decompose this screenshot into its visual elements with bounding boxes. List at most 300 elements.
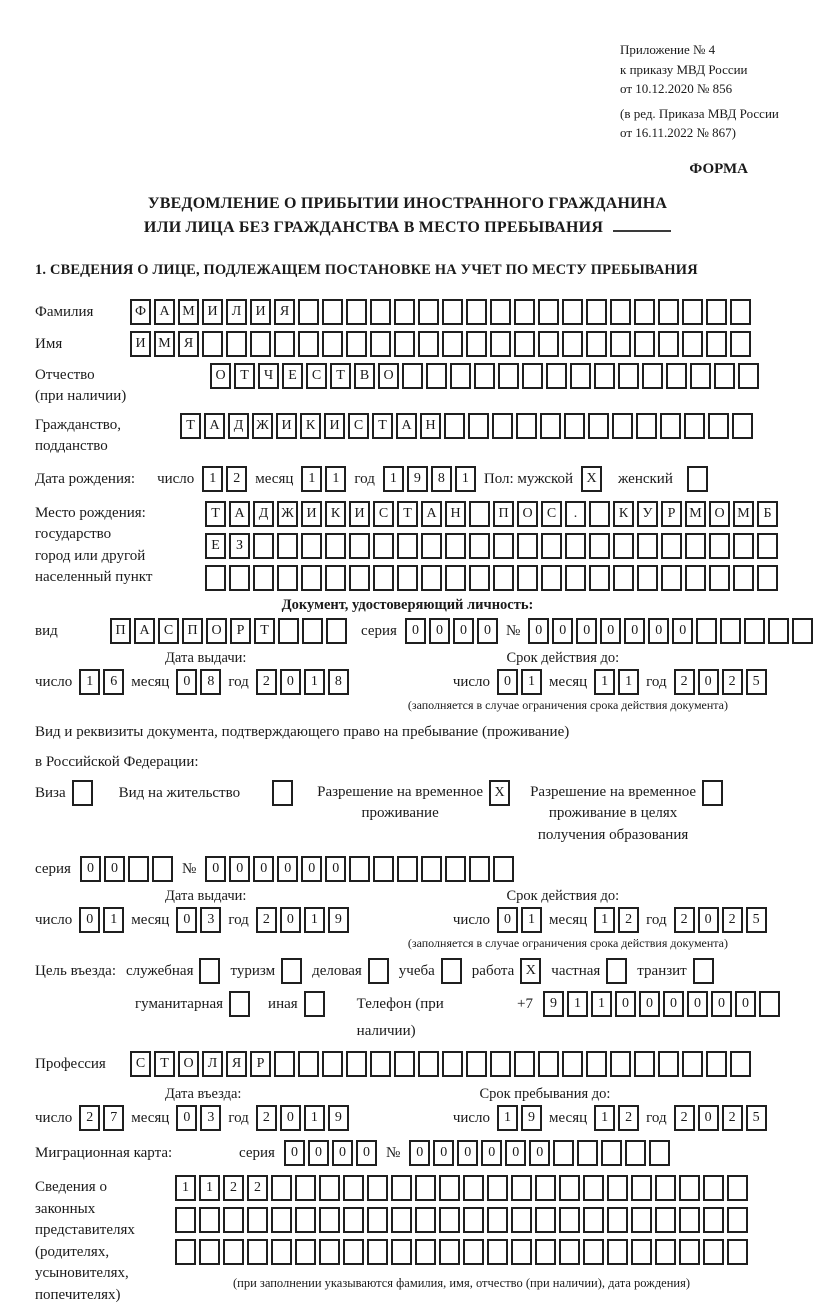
migration-card-series-boxes xyxy=(284,1140,377,1166)
char-cell: 0 xyxy=(280,669,301,695)
purpose-option-business: деловая xyxy=(312,958,389,985)
char-cell: С xyxy=(541,501,562,527)
char-cell: Т xyxy=(254,618,275,644)
birth-place-label-line: государство xyxy=(35,524,205,546)
char-cell xyxy=(637,565,658,591)
profession-row xyxy=(35,1051,780,1078)
char-cell xyxy=(442,1051,463,1077)
representatives-label-line: Сведения о xyxy=(35,1177,175,1199)
char-cell: 1 xyxy=(618,669,639,695)
char-cell xyxy=(319,1239,340,1265)
surname-label: Фамилия xyxy=(35,299,130,326)
profession-boxes xyxy=(130,1051,751,1077)
birth-place-label-line: Место рождения: xyxy=(35,503,205,525)
surname-row xyxy=(35,299,780,326)
char-cell xyxy=(253,533,274,559)
char-cell: Б xyxy=(757,501,778,527)
id-doc-issue-date xyxy=(35,669,349,696)
phone-boxes xyxy=(543,991,780,1017)
char-cell: О xyxy=(178,1051,199,1077)
char-cell: 0 xyxy=(639,991,660,1017)
char-cell: 2 xyxy=(722,907,743,933)
char-cell xyxy=(466,1051,487,1077)
char-cell: 2 xyxy=(226,466,247,492)
char-cell xyxy=(637,533,658,559)
char-cell xyxy=(744,618,765,644)
migration-card-row xyxy=(35,1140,780,1167)
char-cell: 0 xyxy=(457,1140,478,1166)
char-cell xyxy=(607,1207,628,1233)
residence-doc-number-label: № xyxy=(182,856,196,883)
char-cell: П xyxy=(182,618,203,644)
day-boxes xyxy=(79,907,124,933)
business-checkbox xyxy=(368,958,389,984)
sex-male-label: Пол: мужской xyxy=(484,466,573,493)
char-cell xyxy=(601,1140,622,1166)
appendix-line: от 10.12.2020 № 856 xyxy=(620,79,820,99)
char-cell: 1 xyxy=(521,907,542,933)
char-cell xyxy=(415,1207,436,1233)
char-cell: 1 xyxy=(304,1105,325,1131)
char-cell xyxy=(511,1239,532,1265)
representatives-label-line: усыновителях, xyxy=(35,1263,175,1285)
char-cell xyxy=(658,331,679,357)
char-cell: О xyxy=(517,501,538,527)
char-cell: X xyxy=(520,958,541,984)
char-cell xyxy=(302,618,323,644)
year-label: год xyxy=(228,1105,248,1132)
char-cell xyxy=(295,1207,316,1233)
id-doc-issue-title: Дата выдачи: xyxy=(165,650,246,667)
representatives-label-line: попечителях) xyxy=(35,1285,175,1306)
char-cell xyxy=(666,363,687,389)
transit-checkbox xyxy=(693,958,714,984)
char-cell xyxy=(660,413,681,439)
char-cell xyxy=(655,1175,676,1201)
representatives-label-line: представителях xyxy=(35,1220,175,1242)
residence-doc-line1: Вид и реквизиты документа, подтверждающего право на пребывание (проживание) xyxy=(35,720,780,744)
char-cell: К xyxy=(300,413,321,439)
char-cell xyxy=(583,1239,604,1265)
char-cell: 0 xyxy=(308,1140,329,1166)
day-label: число xyxy=(35,1105,72,1132)
char-cell xyxy=(175,1207,196,1233)
patronymic-boxes xyxy=(210,363,759,389)
char-cell xyxy=(474,363,495,389)
char-cell xyxy=(490,299,511,325)
char-cell: 2 xyxy=(618,1105,639,1131)
day-label: число xyxy=(35,907,72,934)
year-boxes xyxy=(256,669,349,695)
char-cell xyxy=(562,1051,583,1077)
patronymic-label-line: Отчество xyxy=(35,365,210,387)
day-boxes xyxy=(497,1105,542,1131)
residence-doc-series-label: серия xyxy=(35,856,71,883)
char-cell xyxy=(679,1239,700,1265)
representatives-row-2 xyxy=(175,1207,748,1233)
char-cell xyxy=(247,1207,268,1233)
char-cell xyxy=(295,1239,316,1265)
year-label: год xyxy=(646,1105,666,1132)
char-cell xyxy=(682,331,703,357)
char-cell xyxy=(493,533,514,559)
char-cell xyxy=(589,565,610,591)
char-cell xyxy=(618,363,639,389)
char-cell xyxy=(271,1175,292,1201)
id-doc-valid-date xyxy=(453,669,767,696)
char-cell xyxy=(613,565,634,591)
char-cell xyxy=(586,331,607,357)
id-doc-type-boxes xyxy=(110,618,347,644)
char-cell xyxy=(607,1239,628,1265)
char-cell: И xyxy=(250,299,271,325)
char-cell xyxy=(607,1175,628,1201)
char-cell: 0 xyxy=(505,1140,526,1166)
char-cell: 0 xyxy=(481,1140,502,1166)
char-cell xyxy=(271,1239,292,1265)
char-cell xyxy=(535,1207,556,1233)
stay-until-date xyxy=(453,1105,767,1132)
char-cell xyxy=(727,1239,748,1265)
char-cell: 5 xyxy=(746,669,767,695)
purpose-option-official: служебная xyxy=(126,958,221,985)
char-cell: С xyxy=(306,363,327,389)
blank-underline xyxy=(613,216,671,232)
char-cell xyxy=(343,1175,364,1201)
year-label: год xyxy=(646,907,666,934)
private-checkbox xyxy=(606,958,627,984)
residence-permit-option xyxy=(119,780,293,807)
char-cell: М xyxy=(154,331,175,357)
visa-label: Виза xyxy=(35,780,66,807)
char-cell xyxy=(439,1239,460,1265)
char-cell: А xyxy=(154,299,175,325)
char-cell xyxy=(540,413,561,439)
char-cell xyxy=(394,331,415,357)
char-cell: 0 xyxy=(356,1140,377,1166)
char-cell xyxy=(322,1051,343,1077)
day-boxes xyxy=(79,669,124,695)
char-cell: О xyxy=(378,363,399,389)
char-cell xyxy=(706,1051,727,1077)
appendix-line: Приложение № 4 xyxy=(620,40,820,60)
month-boxes xyxy=(594,669,639,695)
char-cell: С xyxy=(130,1051,151,1077)
char-cell xyxy=(733,565,754,591)
char-cell xyxy=(298,1051,319,1077)
char-cell: 5 xyxy=(746,1105,767,1131)
char-cell: 0 xyxy=(735,991,756,1017)
char-cell xyxy=(634,331,655,357)
char-cell: Ф xyxy=(130,299,151,325)
char-cell: К xyxy=(325,501,346,527)
char-cell: 0 xyxy=(325,856,346,882)
char-cell xyxy=(511,1207,532,1233)
surname-boxes xyxy=(130,299,751,325)
char-cell xyxy=(346,299,367,325)
char-cell: Е xyxy=(282,363,303,389)
char-cell xyxy=(370,331,391,357)
char-cell xyxy=(682,1051,703,1077)
char-cell xyxy=(610,299,631,325)
birth-day-label: число xyxy=(157,466,194,493)
char-cell xyxy=(468,413,489,439)
year-boxes xyxy=(256,1105,349,1131)
year-boxes xyxy=(674,669,767,695)
phone-prefix: +7 xyxy=(517,991,533,1018)
representatives-row-1 xyxy=(175,1175,748,1201)
char-cell: 0 xyxy=(332,1140,353,1166)
char-cell xyxy=(535,1175,556,1201)
char-cell: А xyxy=(421,501,442,527)
char-cell: 9 xyxy=(328,1105,349,1131)
citizenship-row xyxy=(35,413,780,458)
char-cell xyxy=(490,331,511,357)
char-cell xyxy=(759,991,780,1017)
char-cell xyxy=(589,533,610,559)
char-cell xyxy=(493,565,514,591)
char-cell: 2 xyxy=(674,907,695,933)
char-cell: И xyxy=(202,299,223,325)
char-cell xyxy=(444,413,465,439)
char-cell: 1 xyxy=(383,466,404,492)
char-cell: 0 xyxy=(79,907,100,933)
char-cell: И xyxy=(324,413,345,439)
char-cell xyxy=(727,1175,748,1201)
residence-doc-valid-note: (заполняется в случае ограничения срока действия документа) xyxy=(35,936,780,951)
char-cell: С xyxy=(348,413,369,439)
char-cell: Ж xyxy=(252,413,273,439)
residence-doc-date-headers xyxy=(35,888,780,905)
char-cell xyxy=(421,533,442,559)
char-cell: 2 xyxy=(722,669,743,695)
id-doc-valid-note: (заполняется в случае ограничения срока действия документа) xyxy=(35,698,780,713)
char-cell: 0 xyxy=(205,856,226,882)
char-cell xyxy=(487,1207,508,1233)
char-cell: 0 xyxy=(624,618,645,644)
char-cell xyxy=(583,1175,604,1201)
residence-doc-dates-row xyxy=(35,907,780,934)
purpose-option-other: иная xyxy=(268,991,325,1018)
char-cell: 5 xyxy=(746,907,767,933)
birth-place-block xyxy=(35,501,780,591)
char-cell xyxy=(696,618,717,644)
char-cell xyxy=(450,363,471,389)
char-cell: 1 xyxy=(175,1175,196,1201)
char-cell xyxy=(373,533,394,559)
residence-doc-valid-title: Срок действия до: xyxy=(506,888,619,905)
char-cell: Ч xyxy=(258,363,279,389)
char-cell xyxy=(757,533,778,559)
official-checkbox xyxy=(199,958,220,984)
char-cell: 0 xyxy=(600,618,621,644)
char-cell xyxy=(730,299,751,325)
char-cell xyxy=(757,565,778,591)
day-label: число xyxy=(35,669,72,696)
char-cell xyxy=(469,856,490,882)
char-cell: Я xyxy=(178,331,199,357)
day-boxes xyxy=(497,907,542,933)
char-cell xyxy=(588,413,609,439)
form-title xyxy=(35,192,780,240)
char-cell: 0 xyxy=(176,669,197,695)
char-cell: 0 xyxy=(104,856,125,882)
char-cell: Т xyxy=(180,413,201,439)
char-cell xyxy=(253,565,274,591)
id-doc-valid-title: Срок действия до: xyxy=(506,650,619,667)
char-cell: 0 xyxy=(176,1105,197,1131)
form-title-line1: УВЕДОМЛЕНИЕ О ПРИБЫТИИ ИНОСТРАННОГО ГРАЖДАНИНА xyxy=(35,192,780,216)
char-cell: О xyxy=(206,618,227,644)
char-cell xyxy=(487,1239,508,1265)
char-cell xyxy=(373,565,394,591)
migration-card-number-boxes xyxy=(409,1140,670,1166)
char-cell xyxy=(642,363,663,389)
char-cell: 2 xyxy=(223,1175,244,1201)
char-cell: 9 xyxy=(328,907,349,933)
char-cell xyxy=(559,1207,580,1233)
char-cell: 0 xyxy=(405,618,426,644)
char-cell xyxy=(514,1051,535,1077)
char-cell: 0 xyxy=(672,618,693,644)
form-label: ФОРМА xyxy=(35,161,780,178)
char-cell xyxy=(738,363,759,389)
residence-doc-issue-date xyxy=(35,907,349,934)
char-cell xyxy=(490,1051,511,1077)
char-cell: Я xyxy=(226,1051,247,1077)
edu-residence-permit-checkbox xyxy=(702,780,723,806)
char-cell xyxy=(708,413,729,439)
char-cell xyxy=(223,1239,244,1265)
char-cell xyxy=(706,331,727,357)
char-cell xyxy=(343,1207,364,1233)
id-doc-type-label: вид xyxy=(35,618,102,645)
char-cell: С xyxy=(373,501,394,527)
char-cell xyxy=(631,1207,652,1233)
section1-heading: 1. СВЕДЕНИЯ О ЛИЦЕ, ПОДЛЕЖАЩЕМ ПОСТАНОВКЕ НА УЧЕТ ПО МЕСТУ ПРЕБЫВАНИЯ xyxy=(35,262,780,279)
char-cell xyxy=(199,1207,220,1233)
char-cell xyxy=(634,1051,655,1077)
char-cell: 1 xyxy=(594,669,615,695)
char-cell xyxy=(720,618,741,644)
migration-card-series-label: серия xyxy=(239,1140,275,1167)
char-cell: Л xyxy=(202,1051,223,1077)
char-cell xyxy=(277,565,298,591)
char-cell xyxy=(370,1051,391,1077)
female-checkbox xyxy=(687,466,708,492)
char-cell: 1 xyxy=(325,466,346,492)
char-cell xyxy=(655,1207,676,1233)
char-cell: 0 xyxy=(576,618,597,644)
char-cell xyxy=(325,565,346,591)
char-cell xyxy=(319,1207,340,1233)
char-cell xyxy=(493,856,514,882)
char-cell xyxy=(466,331,487,357)
char-cell xyxy=(562,331,583,357)
char-cell xyxy=(564,413,585,439)
representatives-label-line: законных xyxy=(35,1199,175,1221)
char-cell: А xyxy=(396,413,417,439)
form-title-line2-wrap xyxy=(35,216,780,240)
day-boxes xyxy=(497,669,542,695)
char-cell xyxy=(72,780,93,806)
purpose-option-tourism: туризм xyxy=(230,958,302,985)
char-cell: 8 xyxy=(200,669,221,695)
char-cell xyxy=(658,299,679,325)
char-cell: М xyxy=(685,501,706,527)
char-cell xyxy=(250,331,271,357)
char-cell: 0 xyxy=(433,1140,454,1166)
char-cell: 9 xyxy=(407,466,428,492)
month-boxes xyxy=(176,1105,221,1131)
char-cell: 2 xyxy=(674,669,695,695)
char-cell xyxy=(541,533,562,559)
char-cell xyxy=(577,1140,598,1166)
char-cell xyxy=(685,533,706,559)
char-cell: 1 xyxy=(591,991,612,1017)
char-cell: Д xyxy=(253,501,274,527)
char-cell xyxy=(367,1175,388,1201)
char-cell: 6 xyxy=(103,669,124,695)
char-cell: 2 xyxy=(722,1105,743,1131)
char-cell: И xyxy=(276,413,297,439)
char-cell xyxy=(319,1175,340,1201)
char-cell xyxy=(792,618,813,644)
char-cell xyxy=(199,1239,220,1265)
year-label: год xyxy=(228,669,248,696)
char-cell xyxy=(442,299,463,325)
char-cell xyxy=(687,466,708,492)
char-cell: 0 xyxy=(497,669,518,695)
purpose-row-1 xyxy=(35,958,780,985)
char-cell xyxy=(274,331,295,357)
char-cell xyxy=(514,299,535,325)
char-cell xyxy=(418,1051,439,1077)
char-cell: 1 xyxy=(497,1105,518,1131)
patronymic-row xyxy=(35,363,780,408)
char-cell xyxy=(730,331,751,357)
id-doc-series-boxes xyxy=(405,618,498,644)
char-cell xyxy=(709,533,730,559)
char-cell xyxy=(281,958,302,984)
char-cell xyxy=(636,413,657,439)
temp-residence-permit-option xyxy=(317,780,510,825)
other-checkbox xyxy=(304,991,325,1017)
profession-label: Профессия xyxy=(35,1051,130,1078)
char-cell xyxy=(394,299,415,325)
char-cell: О xyxy=(210,363,231,389)
char-cell: 0 xyxy=(277,856,298,882)
char-cell xyxy=(298,299,319,325)
char-cell: И xyxy=(301,501,322,527)
birth-year-boxes xyxy=(383,466,476,492)
char-cell: 0 xyxy=(229,856,250,882)
entry-date-headers xyxy=(35,1086,780,1103)
citizenship-label-line: подданство xyxy=(35,436,180,458)
char-cell xyxy=(325,533,346,559)
char-cell: 1 xyxy=(103,907,124,933)
char-cell: Л xyxy=(226,299,247,325)
char-cell xyxy=(768,618,789,644)
char-cell xyxy=(649,1140,670,1166)
char-cell xyxy=(298,331,319,357)
char-cell: 0 xyxy=(698,907,719,933)
char-cell xyxy=(295,1175,316,1201)
char-cell: 1 xyxy=(594,907,615,933)
char-cell xyxy=(229,565,250,591)
char-cell: П xyxy=(110,618,131,644)
residence-permit-checkbox xyxy=(272,780,293,806)
